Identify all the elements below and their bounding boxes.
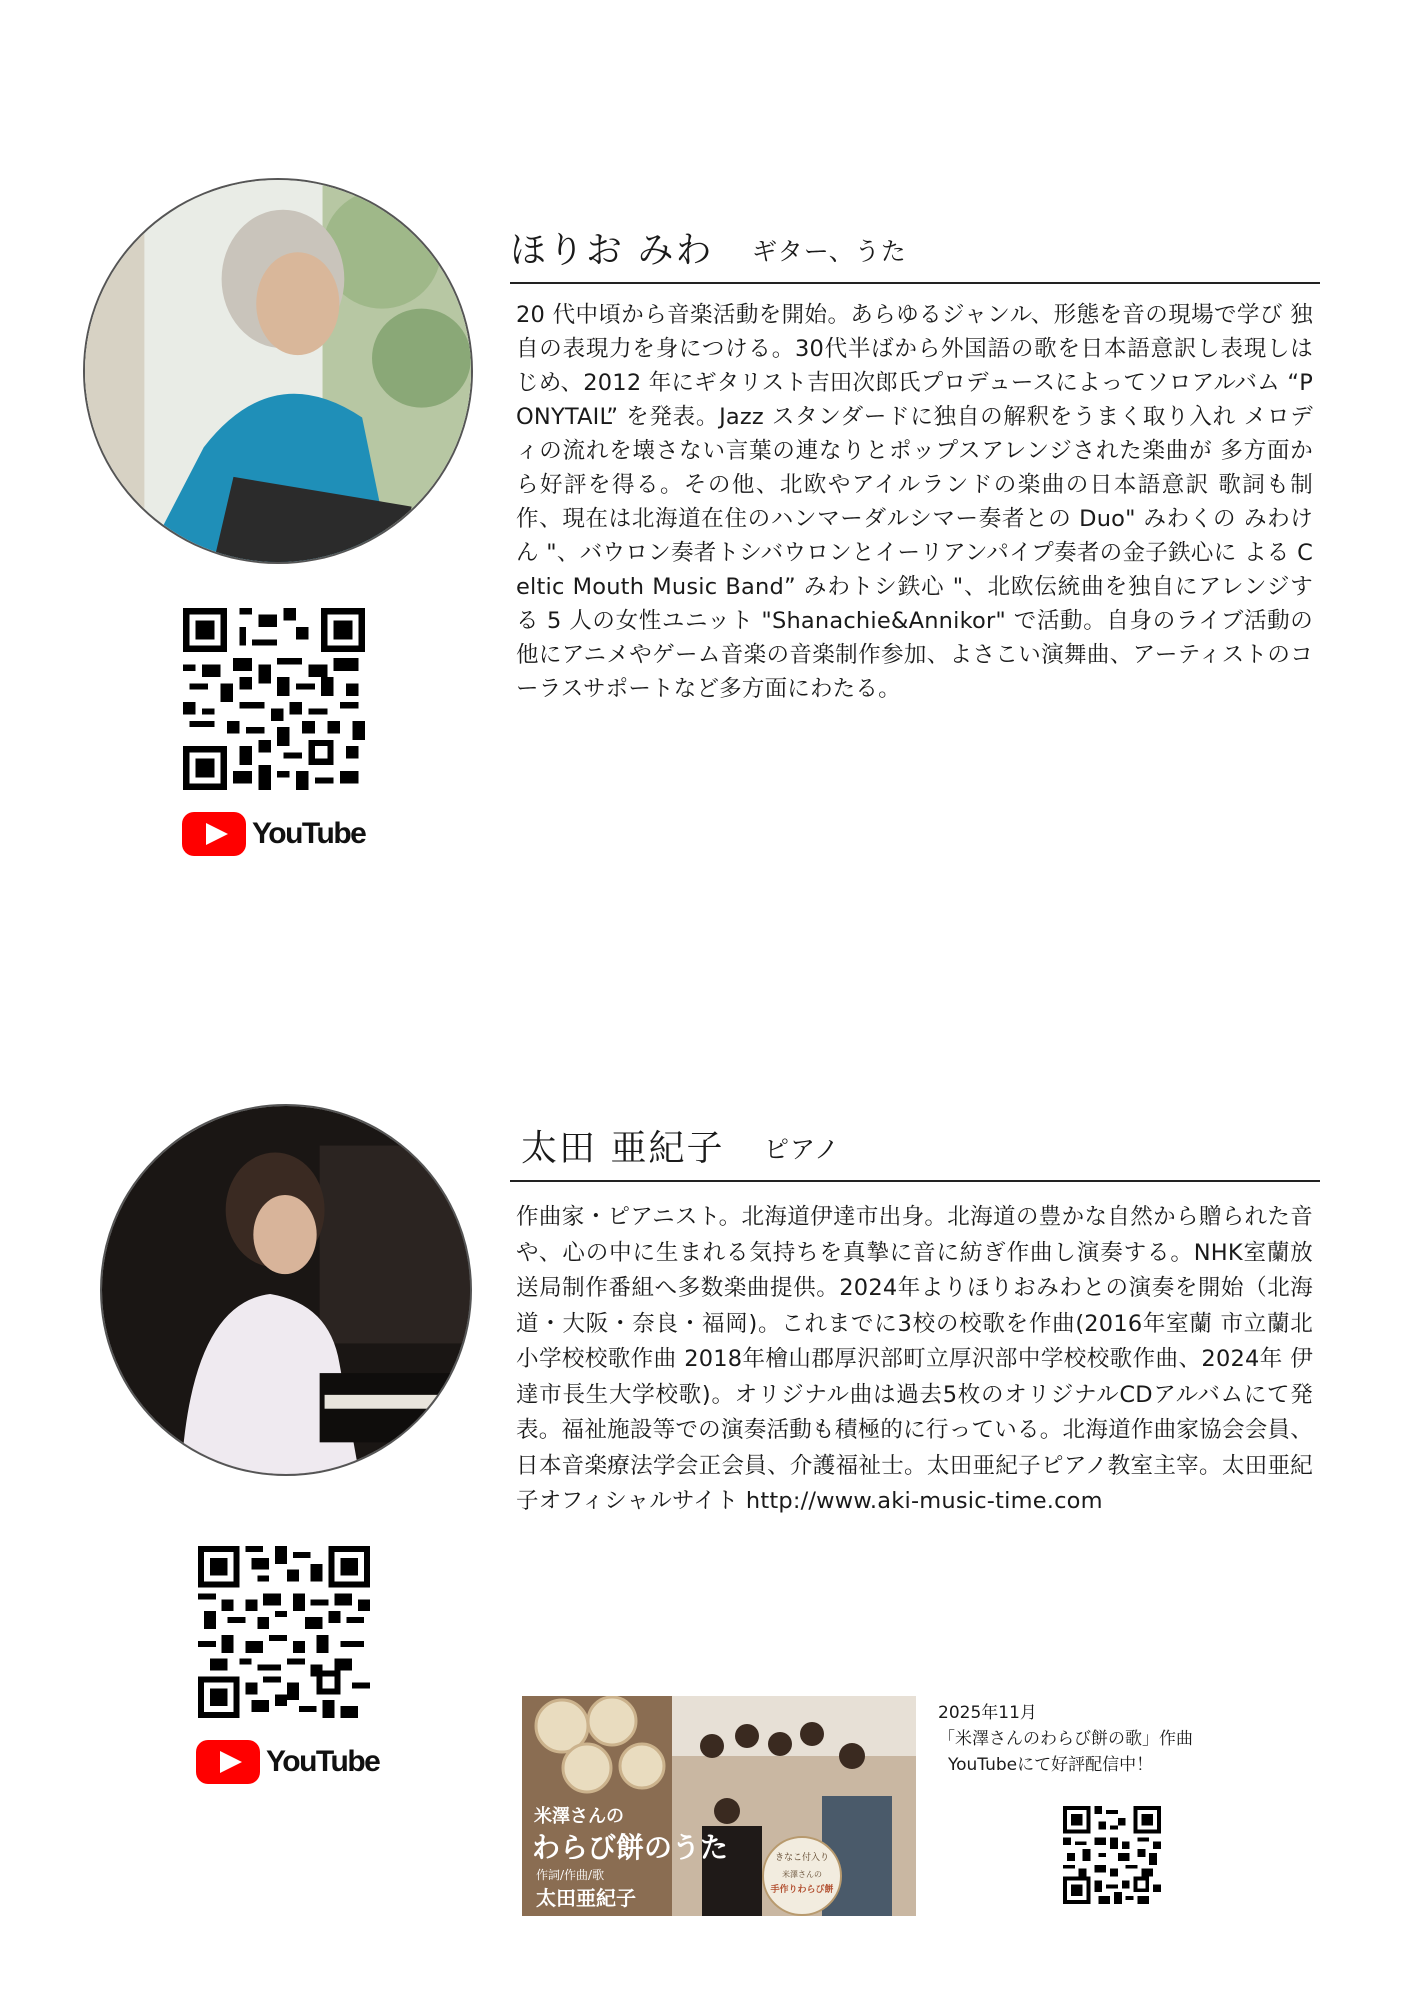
profile-photo-horio-miwa xyxy=(83,178,473,564)
promo-badge-mid: 米澤さんの xyxy=(782,1870,822,1879)
profile-name: 太田 亜紀子 xyxy=(521,1128,725,1169)
youtube-wordmark: YouTube xyxy=(252,817,366,850)
profile-role: ギター、うた xyxy=(752,237,907,266)
promo-title-big: わらび餅のうた xyxy=(532,1831,729,1864)
profile-bio: 20 代中頃から音楽活動を開始。あらゆるジャンル、形態を音の現場で学び 独自の表現力を身につける。30代半ばから外国語の歌を日本語意訳し表現しはじめ、2012 年にギタリスト吉田次郎氏プロデュースによってソロアルバム “PONYTAIL” を発表。Jazz スタンダードに独自の解釈をうまく取り入れ メロディの流れを壊さない言葉の連なりとポップスアレンジされた楽曲が 多方面から好評を得る。その他、北欧やアイルランドの楽曲の日本語意訳 歌詞も制作、現在は北海道在住のハンマーダルシマー奏者との Duo" みわくの みわけん "、バウロン奏者トシバウロンとイーリアンパイプ奏者の金子鉄心に よる Celtic Mouth Music Band” みわトシ鉄心 "、北欧伝統曲を独自にアレンジする 5 人の女性ユニット "Shanachie&Annikor" で活動。自身のライブ活動の 他にアニメやゲーム音楽の音楽制作参加、よさこい演舞曲、アーティストのコーラスサポートなど多方面にわたる。 xyxy=(516,302,1313,702)
youtube-link-horio[interactable] xyxy=(182,812,365,856)
qr-code-promo[interactable] xyxy=(1063,1806,1161,1904)
promo-caption-title: 「米澤さんのわらび餅の歌」作曲 xyxy=(938,1729,1193,1749)
profile-bio: 作曲家・ピアニスト。北海道伊達市出身。北海道の豊かな自然から贈られた音や、心の中に生まれる気持ちを真摯に音に紡ぎ作曲し演奏する。NHK室蘭放送局制作番組へ多数楽曲提供。2024年よりほりおみわとの演奏を開始（北海道・大阪・奈良・福岡)。これまでに3校の校歌を作曲(2016年室蘭 市立蘭北小学校校歌作曲 2018年檜山郡厚沢部町立厚沢部中学校校歌作曲、2024年 伊達市長生大学校歌)。オリジナル曲は過去5枚のオリジナルCDアルバムにて発表。福祉施設等での演奏活動も積極的に行っている。北海道作曲家協会会員、日本音楽療法学会正会員、介護福祉士。太田亜紀子ピアノ教室主宰。太田亜紀子オフィシャルサイト http://www.aki-music-time.com xyxy=(516,1204,1313,1514)
promo-caption-status: YouTubeにて好評配信中！ xyxy=(948,1755,1154,1775)
youtube-play-icon xyxy=(182,812,246,856)
promo-caption xyxy=(938,1700,1268,1778)
profile-name: ほりお みわ xyxy=(510,230,714,271)
header-divider xyxy=(510,1180,1320,1182)
qr-code-youtube-horio[interactable] xyxy=(183,608,365,790)
promo-title-small: 米澤さんの xyxy=(534,1806,624,1827)
promo-credit-label: 作詞/作曲/歌 xyxy=(536,1868,605,1882)
promo-badge-top: きなこ付入り xyxy=(774,1853,829,1863)
promo-caption-date: 2025年11月 xyxy=(938,1703,1037,1723)
profile-photo-ota-akiko xyxy=(100,1104,472,1476)
profile-role: ピアノ xyxy=(764,1135,841,1164)
promo-badge-bottom: 手作りわらび餅 xyxy=(770,1885,834,1895)
header-divider xyxy=(510,282,1320,284)
youtube-wordmark: YouTube xyxy=(266,1745,380,1778)
promo-credit-name: 太田亜紀子 xyxy=(536,1886,636,1910)
promo-image-warabi-mochi[interactable] xyxy=(522,1696,916,1916)
youtube-play-icon xyxy=(196,1740,260,1784)
qr-code-youtube-ota[interactable] xyxy=(198,1546,370,1718)
promo-badge xyxy=(762,1836,842,1916)
youtube-link-ota[interactable] xyxy=(196,1740,379,1784)
